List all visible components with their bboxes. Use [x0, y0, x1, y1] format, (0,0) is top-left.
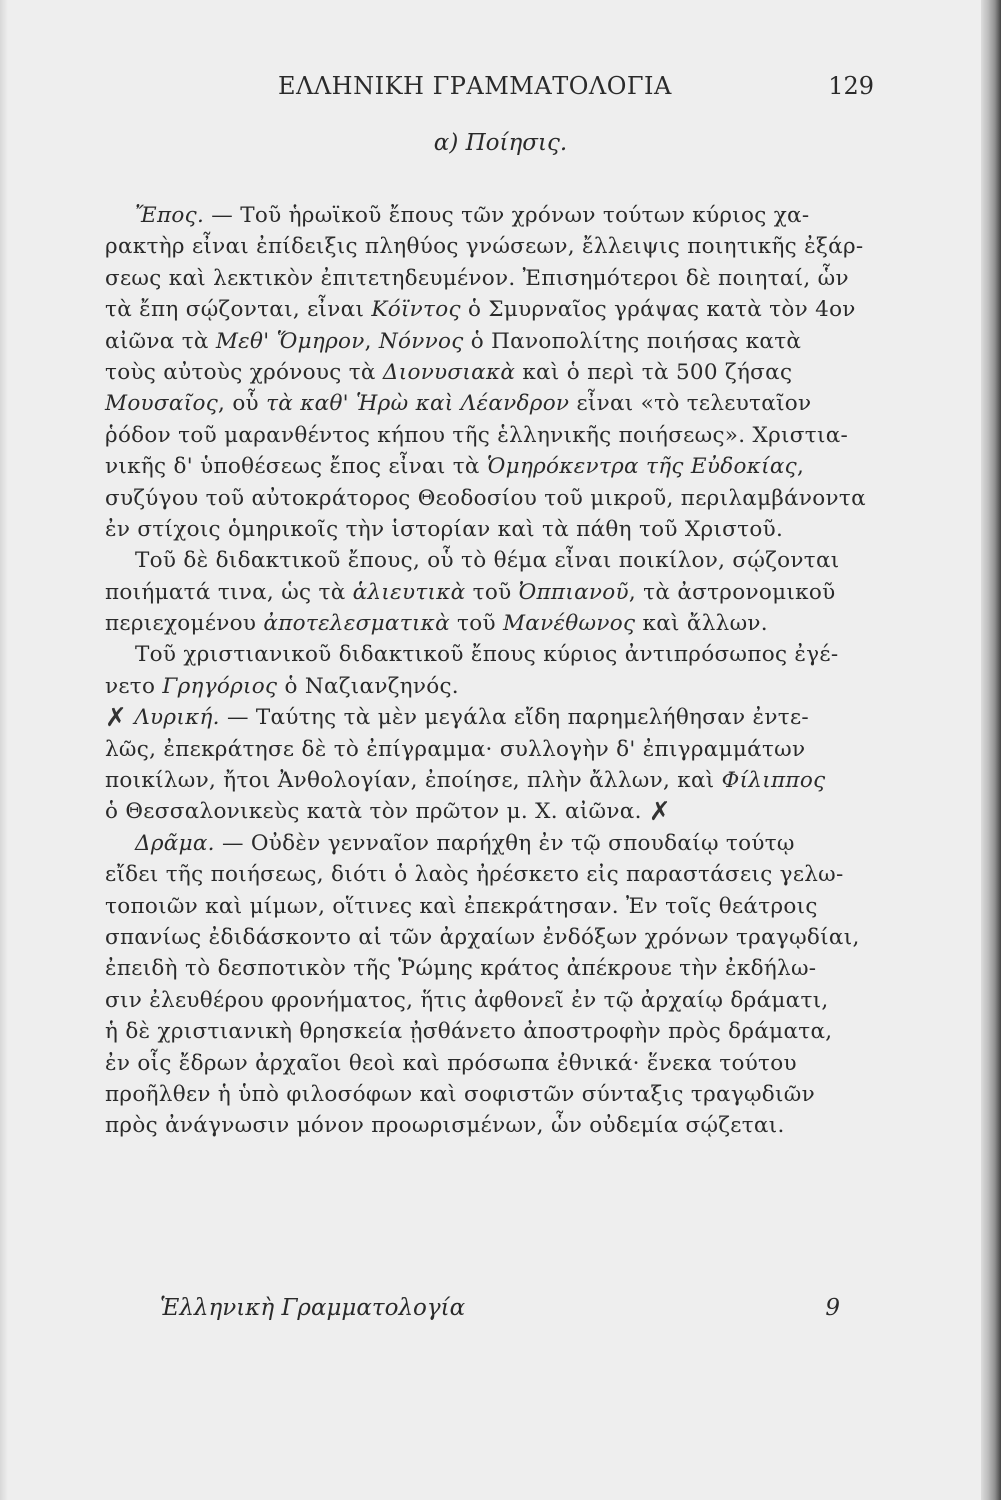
epos-line-3: σεως καὶ λεκτικὸν ἐπιτετηδευμένον. Ἐπισημότεροι δὲ ποιηταί, ὧν — [105, 265, 849, 291]
lyriki-line-1: ✗ Λυρική. — Ταύτης τὰ μὲν μεγάλα εἴδη παρημελήθησαν ἐντε- — [105, 703, 809, 734]
drama-label: Δρᾶμα. — [135, 830, 215, 856]
handwritten-x-mark-end: ✗ — [648, 797, 671, 828]
page-right-edge-shadow — [981, 0, 1001, 1500]
epos-line-5: αἰῶνα τὰ Μεθ' Ὅμηρον, Νόννος ὁ Πανοπολίτης ποιήσας κατὰ — [105, 328, 802, 354]
lyriki-line-3: ποικίλων, ἤτοι Ἀνθολογίαν, ἐποίησε, πλὴν ἄλλων, καὶ Φίλιππος — [105, 768, 826, 794]
drama-line-8: ἐν οἷς ἔδρων ἀρχαῖοι θεοὶ καὶ πρόσωπα ἐθνικά· ἕνεκα τούτου — [105, 1050, 797, 1076]
epos-line-7: Μουσαῖος, οὗ τὰ καθ' Ἡρὼ καὶ Λέανδρον εἶναι «τὸ τελευταῖον — [105, 391, 812, 417]
epos-line-11: ἐν στίχοις ὁμηρικοῖς τὴν ἱστορίαν καὶ τὰ πάθη τοῦ Χριστοῦ. — [105, 516, 784, 542]
footer-book-title: Ἑλληνικὴ Γραμματολογία — [160, 1295, 466, 1321]
handwritten-x-mark: ✗ — [105, 703, 128, 734]
christianiko-line-2: νετο Γρηγόριος ὁ Ναζιανζηνός. — [105, 673, 459, 699]
drama-line-4: σπανίως ἐδιδάσκοντο αἱ τῶν ἀρχαίων ἐνδόξων χρόνων τραγῳδίαι, — [105, 924, 860, 950]
didaktiko-line-3: περιεχομένου ἀποτελεσματικὰ τοῦ Μανέθωνος καὶ ἄλλων. — [105, 611, 768, 637]
page-footer — [160, 1295, 840, 1331]
drama-line-9: προῆλθεν ἡ ὑπὸ φιλοσόφων καὶ σοφιστῶν σύνταξις τραγῳδιῶν — [105, 1081, 815, 1107]
lyriki-label: Λυρική. — [134, 705, 220, 731]
didaktiko-line-1: Τοῦ δὲ διδακτικοῦ ἔπους, οὗ τὸ θέμα εἶναι ποικίλον, σῴζονται — [135, 548, 840, 574]
drama-line-5: ἐπειδὴ τὸ δεσποτικὸν τῆς Ῥώμης κράτος ἀπέκρουε τὴν ἐκδήλω- — [105, 956, 817, 982]
page-left-edge — [0, 0, 8, 1500]
epos-line-4: τὰ ἔπη σῴζονται, εἶναι Κόϊντος ὁ Σμυρναῖος γράψας κατὰ τὸν 4ον — [105, 297, 856, 323]
drama-line-10: πρὸς ἀνάγνωσιν μόνον προωρισμένων, ὧν οὐδεμία σῴζεται. — [105, 1113, 785, 1139]
page-header — [100, 72, 892, 108]
epos-line-6: τοὺς αὐτοὺς χρόνους τὰ Διονυσιακὰ καὶ ὁ περὶ τὰ 500 ζήσας — [105, 359, 793, 385]
epos-line-2: ρακτὴρ εἶναι ἐπίδειξις πληθύος γνώσεων, ἔλλειψις ποιητικῆς ἐξάρ- — [105, 234, 864, 260]
drama-line-7: ἡ δὲ χριστιανικὴ θρησκεία ᾐσθάνετο ἀποστροφὴν πρὸς δράματα, — [105, 1019, 833, 1045]
christianiko-line-1: Τοῦ χριστιανικοῦ διδακτικοῦ ἔπους κύριος ἀντιπρόσωπος ἐγέ- — [135, 642, 839, 668]
running-title: ΕΛΛΗΝΙΚΗ ΓΡΑΜΜΑΤΟΛΟΓΙΑ — [278, 72, 672, 100]
drama-line-3: τοποιῶν καὶ μίμων, οἵτινες καὶ ἐπεκράτησαν. Ἐν τοῖς θεάτροις — [105, 893, 818, 919]
drama-line-1: Δρᾶμα. — Οὐδὲν γενναῖον παρήχθη ἐν τῷ σπουδαίῳ τούτῳ — [135, 830, 795, 856]
epos-line-1: Ἔπος. — Τοῦ ἡρωϊκοῦ ἔπους τῶν χρόνων τούτων κύριος χα- — [135, 203, 810, 228]
lyriki-line-4: ὁ Θεσσαλονικεὺς κατὰ τὸν πρῶτον μ. Χ. αἰῶνα. ✗ — [105, 797, 671, 828]
page-number: 129 — [828, 72, 874, 100]
section-title: α) Ποίησις. — [433, 130, 568, 156]
printer-signature-mark: 9 — [825, 1295, 840, 1321]
lyriki-line-2: λῶς, ἐπεκράτησε δὲ τὸ ἐπίγραμμα· συλλογὴν δ' ἐπιγραμμάτων — [105, 736, 806, 762]
epos-line-10: συζύγου τοῦ αὐτοκράτορος Θεοδοσίου τοῦ μικροῦ, περιλαμβάνοντα — [105, 485, 866, 511]
drama-line-2: εἴδει τῆς ποιήσεως, διότι ὁ λαὸς ἠρέσκετο εἰς παραστάσεις γελω- — [105, 862, 844, 888]
drama-line-6: σιν ἐλευθέρου φρονήματος, ἥτις ἀφθονεῖ ἐν τῷ ἀρχαίῳ δράματι, — [105, 987, 829, 1013]
epos-line-8: ῥόδον τοῦ μαρανθέντος κήπου τῆς ἑλληνικῆς ποιήσεως». Χριστια- — [105, 422, 849, 448]
didaktiko-line-2: ποιήματά τινα, ὡς τὰ ἁλιευτικὰ τοῦ Ὀππιανοῦ, τὰ ἀστρονομικοῦ — [105, 579, 836, 605]
epos-line-9: νικῆς δ' ὑποθέσεως ἔπος εἶναι τὰ Ὁμηρόκεντρα τῆς Εὐδοκίας, — [105, 454, 805, 480]
epos-label: Ἔπος. — [135, 203, 205, 228]
body-text — [105, 200, 890, 1142]
